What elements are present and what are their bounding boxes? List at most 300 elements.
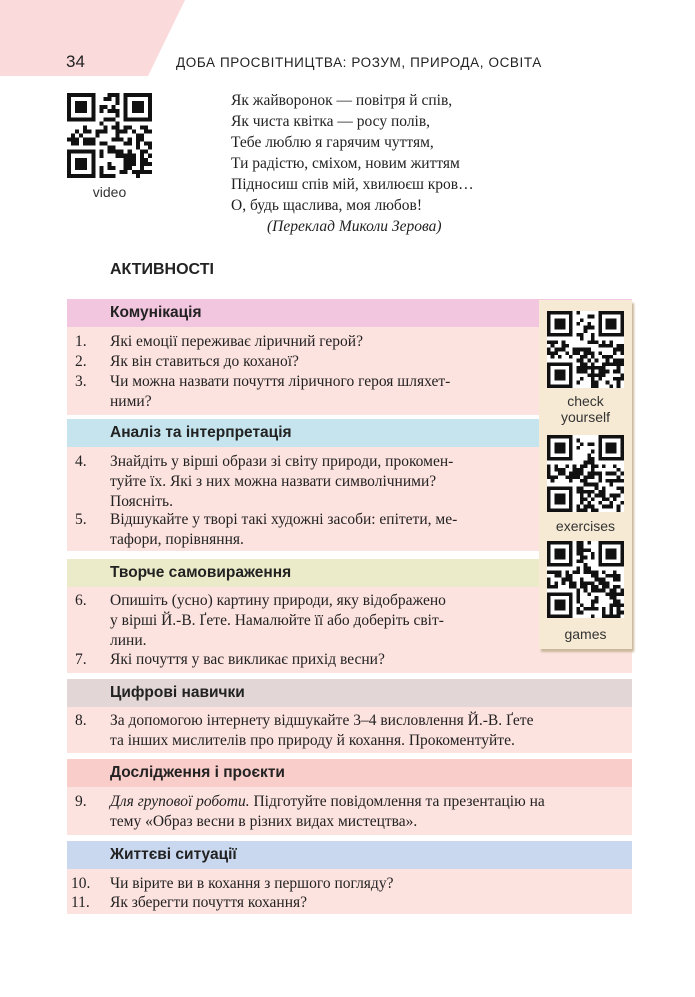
qr-module xyxy=(584,461,588,465)
qr-module xyxy=(620,344,624,348)
qr-module xyxy=(609,494,613,498)
qr-module xyxy=(107,174,111,178)
task-text: туйте їх. Які з них можна назвати символічними? xyxy=(110,473,437,490)
qr-module xyxy=(144,162,148,166)
qr-module xyxy=(124,166,128,170)
qr-module xyxy=(620,373,624,377)
qr-module xyxy=(116,133,120,137)
qr-module xyxy=(551,355,555,359)
qr-module xyxy=(565,344,569,348)
qr-module xyxy=(613,497,617,501)
qr-module xyxy=(99,129,103,133)
qr-module xyxy=(587,442,591,446)
qr-module xyxy=(584,548,588,552)
qr-module xyxy=(598,344,602,348)
poem-line: Підносиш спів мій, хвилюєш кров… xyxy=(231,176,474,193)
qr-module xyxy=(140,125,144,129)
qr-module xyxy=(132,162,136,166)
qr-module xyxy=(562,472,566,476)
task-text: Як зберегти почуття кохання? xyxy=(110,894,308,911)
qr-module xyxy=(148,154,152,158)
qr-module xyxy=(580,548,584,552)
qr-module xyxy=(569,479,573,483)
qr-module xyxy=(75,101,87,113)
poem xyxy=(231,90,474,237)
qr-module xyxy=(144,170,148,174)
qr-module xyxy=(613,596,617,600)
qr-module xyxy=(584,589,588,593)
qr-module xyxy=(620,351,624,355)
qr-module xyxy=(595,574,599,578)
qr-module xyxy=(569,475,573,479)
check-yourself-caption-line: yourself xyxy=(560,409,611,425)
qr-module xyxy=(591,475,595,479)
qr-module xyxy=(617,362,621,366)
qr-module xyxy=(606,592,610,596)
qr-module xyxy=(576,381,580,385)
qr-module xyxy=(602,570,606,574)
qr-module xyxy=(140,170,144,174)
qr-module xyxy=(112,138,116,142)
qr-module xyxy=(580,494,584,498)
qr-module xyxy=(124,125,128,129)
task-text: лини. xyxy=(110,632,147,649)
qr-module xyxy=(613,494,617,498)
qr-module xyxy=(587,472,591,476)
qr-module xyxy=(591,326,595,330)
qr-module xyxy=(112,117,116,121)
qr-module xyxy=(112,93,116,97)
qr-module xyxy=(128,150,132,154)
qr-module xyxy=(576,468,580,472)
qr-module xyxy=(103,117,107,121)
qr-module xyxy=(591,614,595,618)
qr-module xyxy=(620,592,624,596)
qr-module xyxy=(562,581,566,585)
qr-module xyxy=(554,475,558,479)
qr-module xyxy=(595,578,599,582)
qr-module xyxy=(576,486,580,490)
qr-module xyxy=(112,109,116,113)
qr-module xyxy=(587,490,591,494)
qr-module xyxy=(591,570,595,574)
qr-module xyxy=(591,333,595,337)
qr-module xyxy=(613,377,617,381)
task-text: Опишіть (усно) картину природи, яку відображено xyxy=(110,592,446,609)
poem-line: Як чиста квітка — росу полів, xyxy=(231,113,431,130)
qr-module xyxy=(617,366,621,370)
qr-module xyxy=(565,570,569,574)
task-text: Підготуйте повідомлення та презентацію на xyxy=(249,793,545,810)
qr-module xyxy=(580,603,584,607)
qr-module xyxy=(584,355,588,359)
qr-module xyxy=(558,570,562,574)
qr-module xyxy=(587,494,591,498)
qr-module xyxy=(558,472,562,476)
qr-module xyxy=(587,570,591,574)
qr-module xyxy=(584,326,588,330)
qr-module xyxy=(617,370,621,374)
task-number: 11. xyxy=(71,894,90,911)
task-number: 10. xyxy=(71,875,91,892)
qr-module xyxy=(128,138,132,142)
qr-module xyxy=(554,464,558,468)
qr-module xyxy=(99,109,103,113)
qr-module xyxy=(554,585,558,589)
qr-module xyxy=(75,142,79,146)
qr-module xyxy=(551,479,555,483)
qr-module xyxy=(617,381,621,385)
task-text: Знайдіть у вірші образи зі світу природи, прокомен- xyxy=(110,453,454,470)
qr-module xyxy=(91,138,95,142)
qr-module xyxy=(71,133,75,137)
qr-module xyxy=(112,166,116,170)
qr-module xyxy=(103,174,107,178)
task-text: тафори, порівняння. xyxy=(110,531,244,548)
task-item xyxy=(67,893,632,913)
qr-module xyxy=(613,589,617,593)
qr-module xyxy=(569,581,573,585)
qr-module xyxy=(128,125,132,129)
qr-module xyxy=(547,585,551,589)
qr-module xyxy=(576,505,580,509)
qr-module xyxy=(116,113,120,117)
qr-module xyxy=(609,501,613,505)
qr-module xyxy=(576,311,580,315)
qr-module xyxy=(576,600,580,604)
qr-module xyxy=(120,150,124,154)
qr-module xyxy=(547,468,551,472)
qr-module xyxy=(584,464,588,468)
qr-module xyxy=(595,589,599,593)
qr-module xyxy=(580,366,584,370)
qr-module xyxy=(87,142,91,146)
qr-module xyxy=(606,497,610,501)
qr-module xyxy=(598,494,602,498)
qr-module xyxy=(83,142,87,146)
qr-module xyxy=(580,611,584,615)
qr-module xyxy=(617,603,621,607)
qr-module xyxy=(116,154,120,158)
video-qr-code[interactable] xyxy=(67,93,152,178)
qr-module xyxy=(584,585,588,589)
qr-module xyxy=(120,154,124,158)
qr-module xyxy=(609,344,613,348)
qr-module xyxy=(116,121,120,125)
qr-module xyxy=(83,129,87,133)
qr-module xyxy=(584,581,588,585)
task-text: Поясніть. xyxy=(110,493,173,510)
qr-module xyxy=(580,472,584,476)
activities-heading: АКТИВНОСТІ xyxy=(110,261,214,278)
qr-module xyxy=(580,545,584,549)
qr-module xyxy=(591,461,595,465)
qr-module xyxy=(554,351,558,355)
task-item xyxy=(67,711,632,751)
qr-module xyxy=(562,468,566,472)
qr-module xyxy=(116,93,120,97)
qr-module xyxy=(128,158,132,162)
games-qr-code[interactable] xyxy=(547,541,624,618)
poem-line: Тебе люблю я гарячим чуттям, xyxy=(231,134,434,151)
qr-module xyxy=(580,585,584,589)
qr-module xyxy=(569,355,573,359)
qr-module xyxy=(602,340,606,344)
qr-module xyxy=(591,581,595,585)
qr-module xyxy=(598,581,602,585)
qr-module xyxy=(587,501,591,505)
qr-module xyxy=(606,585,610,589)
qr-module xyxy=(595,464,599,468)
qr-module xyxy=(609,479,613,483)
qr-module xyxy=(591,600,595,604)
qr-module xyxy=(591,497,595,501)
qr-module xyxy=(609,596,613,600)
qr-module xyxy=(587,359,591,363)
qr-module xyxy=(602,464,606,468)
qr-module xyxy=(591,384,595,388)
exercises-qr-code[interactable] xyxy=(547,435,624,512)
qr-module xyxy=(595,600,599,604)
qr-module xyxy=(580,479,584,483)
qr-module xyxy=(591,552,595,556)
qr-module xyxy=(132,170,136,174)
qr-module xyxy=(75,129,79,133)
qr-module xyxy=(148,162,152,166)
qr-module xyxy=(547,475,551,479)
task-number: 9. xyxy=(75,793,87,810)
qr-module xyxy=(573,464,577,468)
qr-module xyxy=(609,384,613,388)
qr-module xyxy=(573,348,577,352)
qr-module xyxy=(576,333,580,337)
qr-module xyxy=(83,125,87,129)
section-title-analysis: Аналіз та інтерпретація xyxy=(67,419,632,447)
qr-module xyxy=(587,457,591,461)
task-text: тему «Образ весни в різних видах мистецтва». xyxy=(110,813,418,830)
qr-module xyxy=(107,97,111,101)
qr-module xyxy=(613,603,617,607)
task-text: Відшукайте у творі такі художні засоби: епітети, ме- xyxy=(110,511,458,528)
exercises-caption: exercises xyxy=(555,518,616,534)
qr-module xyxy=(547,348,551,352)
qr-module xyxy=(124,142,128,146)
qr-module xyxy=(576,559,580,563)
qr-module xyxy=(617,508,621,512)
qr-module xyxy=(613,578,617,582)
section-title-creative: Творче самовираження xyxy=(67,559,632,587)
task-item xyxy=(67,792,632,832)
qr-module xyxy=(587,322,591,326)
qr-module xyxy=(598,370,602,374)
task-text-wrap xyxy=(110,711,620,751)
qr-module xyxy=(128,166,132,170)
qr-module xyxy=(576,370,580,374)
qr-module xyxy=(83,138,87,142)
qr-module xyxy=(591,603,595,607)
qr-module xyxy=(613,585,617,589)
task-text: За допомогою інтернету відшукайте 3–4 висловлення Й.-В. Ґете xyxy=(110,712,534,729)
qr-module xyxy=(613,348,617,352)
qr-module xyxy=(617,475,621,479)
qr-module xyxy=(554,442,565,453)
qr-module xyxy=(617,486,621,490)
qr-module xyxy=(107,146,111,150)
qr-module xyxy=(87,129,91,133)
qr-module xyxy=(136,174,140,178)
qr-module xyxy=(580,559,584,563)
qr-module xyxy=(591,442,595,446)
qr-module xyxy=(602,581,606,585)
qr-module xyxy=(584,508,588,512)
qr-module xyxy=(580,468,584,472)
qr-module xyxy=(613,370,617,374)
qr-module xyxy=(598,501,602,505)
qr-module xyxy=(551,585,555,589)
qr-module xyxy=(609,574,613,578)
qr-module xyxy=(136,142,140,146)
qr-module xyxy=(569,578,573,582)
qr-module xyxy=(587,351,591,355)
qr-module xyxy=(609,483,613,487)
qr-module xyxy=(554,548,565,559)
qr-module xyxy=(613,570,617,574)
task-number: 3. xyxy=(75,373,87,390)
qr-module xyxy=(562,344,566,348)
qr-module xyxy=(140,158,144,162)
qr-module xyxy=(591,508,595,512)
qr-module xyxy=(558,355,562,359)
qr-module xyxy=(591,370,595,374)
qr-module xyxy=(598,472,602,476)
qr-module xyxy=(112,146,116,150)
qr-module xyxy=(580,578,584,582)
qr-module xyxy=(584,351,588,355)
qr-module xyxy=(598,366,602,370)
task-text-wrap xyxy=(110,452,590,512)
qr-module xyxy=(584,479,588,483)
qr-module xyxy=(558,348,562,352)
qr-module xyxy=(573,351,577,355)
qr-module xyxy=(602,490,606,494)
check-yourself-qr-code[interactable] xyxy=(547,311,624,388)
qr-module xyxy=(107,166,111,170)
qr-module xyxy=(580,581,584,585)
qr-module xyxy=(620,377,624,381)
qr-module xyxy=(584,366,588,370)
qr-module xyxy=(584,483,588,487)
qr-module xyxy=(554,574,558,578)
qr-module xyxy=(620,472,624,476)
qr-module xyxy=(580,486,584,490)
qr-module xyxy=(124,158,128,162)
task-text: Які емоції переживає ліричний герой? xyxy=(110,333,363,350)
qr-module xyxy=(569,472,573,476)
qr-module xyxy=(613,351,617,355)
qr-module xyxy=(620,611,624,615)
qr-module xyxy=(598,490,602,494)
qr-module xyxy=(554,348,558,352)
qr-module xyxy=(591,490,595,494)
qr-module xyxy=(140,166,144,170)
qr-module xyxy=(598,589,602,593)
qr-module xyxy=(107,117,111,121)
qr-module xyxy=(565,464,569,468)
qr-module xyxy=(112,150,116,154)
qr-module xyxy=(591,351,595,355)
qr-module xyxy=(591,450,595,454)
qr-module xyxy=(551,570,555,574)
poem-line: О, будь щаслива, моя любов! xyxy=(231,197,423,214)
qr-module xyxy=(565,574,569,578)
qr-module xyxy=(584,607,588,611)
qr-module xyxy=(107,109,111,113)
qr-module xyxy=(591,337,595,341)
qr-module xyxy=(613,464,617,468)
qr-module xyxy=(547,581,551,585)
qr-module xyxy=(551,340,555,344)
qr-module xyxy=(591,355,595,359)
qr-module xyxy=(576,359,580,363)
qr-module xyxy=(602,614,606,618)
qr-module xyxy=(148,142,152,146)
qr-module xyxy=(587,453,591,457)
qr-module xyxy=(140,138,144,142)
qr-module xyxy=(103,105,107,109)
qr-module xyxy=(116,97,120,101)
task-text: ними? xyxy=(110,393,152,410)
qr-module xyxy=(124,162,128,166)
poem-line: Як жайворонок — повітря й спів, xyxy=(231,92,453,109)
qr-module xyxy=(576,475,580,479)
qr-module xyxy=(606,581,610,585)
qr-module xyxy=(576,607,580,611)
task-number: 1. xyxy=(75,333,87,350)
games-caption: games xyxy=(564,626,607,642)
qr-module xyxy=(573,468,577,472)
qr-module xyxy=(606,381,610,385)
qr-module xyxy=(554,581,558,585)
qr-module xyxy=(595,472,599,476)
qr-module xyxy=(573,475,577,479)
qr-module xyxy=(99,142,103,146)
qr-module xyxy=(576,472,580,476)
task-text: Як він ставиться до коханої? xyxy=(110,353,299,370)
qr-module xyxy=(99,166,103,170)
qr-module xyxy=(116,138,120,142)
task-number: 8. xyxy=(75,712,87,729)
qr-module xyxy=(554,600,565,611)
qr-module xyxy=(584,567,588,571)
task-number: 6. xyxy=(75,592,87,609)
qr-module xyxy=(87,138,91,142)
qr-module xyxy=(587,607,591,611)
qr-module xyxy=(587,592,591,596)
qr-module xyxy=(602,486,606,490)
task-number: 4. xyxy=(75,453,87,470)
qr-module xyxy=(595,494,599,498)
qr-module xyxy=(609,614,613,618)
qr-module xyxy=(609,592,613,596)
qr-module xyxy=(617,611,621,615)
qr-module xyxy=(606,472,610,476)
qr-module xyxy=(602,370,606,374)
qr-module xyxy=(606,505,610,509)
qr-module xyxy=(584,556,588,560)
qr-module xyxy=(576,366,580,370)
qr-module xyxy=(103,129,107,133)
qr-module xyxy=(617,479,621,483)
